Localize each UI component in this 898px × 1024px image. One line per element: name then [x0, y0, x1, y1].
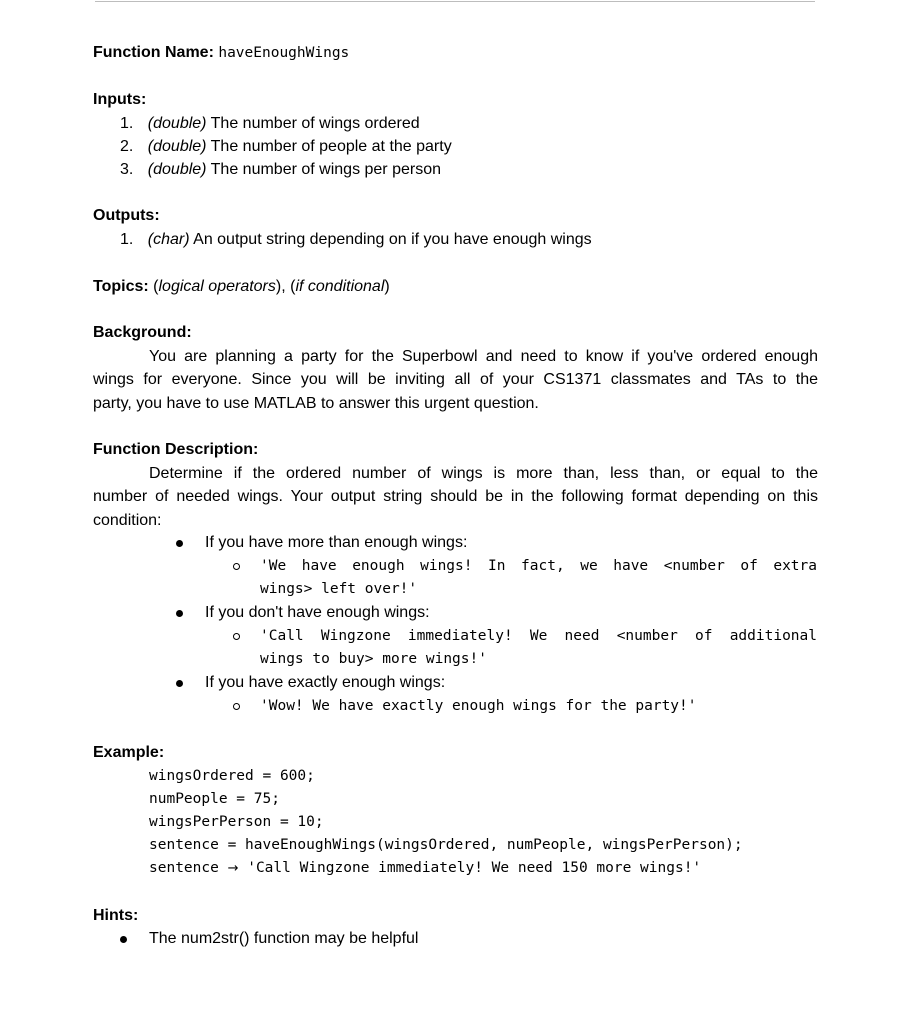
- background-line-2: wings for everyone. Since you will be inviting all of your CS1371 classmates and TAs to the: [93, 371, 818, 389]
- topics-separator: ), (: [275, 278, 296, 295]
- arrow-icon: →: [227, 861, 239, 876]
- input-item-text: The number of wings ordered: [210, 115, 420, 132]
- circle-bullet-icon: [233, 633, 240, 640]
- input-item-text: The number of people at the party: [210, 138, 452, 155]
- input-item-3: [120, 160, 441, 180]
- bullet-icon: [176, 680, 183, 687]
- function-name-label: Function Name:: [93, 44, 214, 61]
- input-item-number: 1.: [120, 115, 134, 132]
- output-item-text: An output string depending on if you have enough wings: [193, 231, 592, 248]
- topic-logical-operators: logical operators: [158, 278, 276, 295]
- output-item-1: [120, 230, 592, 250]
- background-paragraph: [93, 345, 818, 415]
- example-code-line-2: numPeople = 75;: [149, 791, 280, 807]
- description-line-3: condition:: [93, 511, 162, 529]
- input-item-2: [120, 137, 452, 157]
- outputs-title: Outputs:: [93, 207, 160, 224]
- input-item-1: [120, 114, 420, 134]
- bullet-icon: [176, 540, 183, 547]
- example-title: Example:: [93, 744, 165, 761]
- input-item-number: 3.: [120, 161, 134, 178]
- hints-title: Hints:: [93, 907, 139, 924]
- example-code-line-3: wingsPerPerson = 10;: [149, 814, 324, 830]
- condition-1-output-line-1: 'We have enough wings! In fact, we have <number of extra: [260, 558, 817, 574]
- topics-open: (: [153, 278, 159, 295]
- background-title: Background:: [93, 324, 192, 341]
- condition-1-output-line-2: wings> left over!': [260, 581, 418, 597]
- output-item-number: 1.: [120, 231, 134, 248]
- function-name-value: haveEnoughWings: [218, 45, 350, 61]
- input-item-number: 2.: [120, 138, 134, 155]
- input-item-type: (double): [147, 138, 207, 155]
- example-result-line: [149, 858, 701, 879]
- condition-1-label: If you have more than enough wings:: [205, 534, 468, 551]
- function-name-line: [93, 43, 349, 63]
- topic-if-conditional: if conditional: [295, 278, 385, 295]
- condition-3-label: If you have exactly enough wings:: [205, 674, 446, 691]
- example-code-line-4: sentence = haveEnoughWings(wingsOrdered, numPeople, wingsPerPerson);: [149, 837, 743, 853]
- inputs-title: Inputs:: [93, 91, 147, 108]
- condition-2-output-line-1: 'Call Wingzone immediately! We need <number of additional: [260, 628, 817, 644]
- topics-close: ): [384, 278, 390, 295]
- circle-bullet-icon: [233, 703, 240, 710]
- example-result-value: 'Call Wingzone immediately! We need 150 more wings!': [247, 860, 702, 876]
- condition-2-label: If you don't have enough wings:: [205, 604, 430, 621]
- function-description-title: Function Description:: [93, 441, 259, 458]
- example-code-line-1: wingsOrdered = 600;: [149, 768, 315, 784]
- condition-2-output-line-2: wings to buy> more wings!': [260, 651, 487, 667]
- function-description-paragraph: [93, 462, 818, 532]
- input-item-type: (double): [147, 161, 207, 178]
- bullet-icon: [120, 936, 127, 943]
- topics-label: Topics:: [93, 278, 149, 295]
- condition-3-output-line-1: 'Wow! We have exactly enough wings for the party!': [260, 698, 697, 714]
- circle-bullet-icon: [233, 563, 240, 570]
- background-line-3: party, you have to use MATLAB to answer this urgent question.: [93, 394, 539, 412]
- topics-line: [93, 277, 390, 297]
- input-item-text: The number of wings per person: [210, 161, 441, 178]
- description-line-2: number of needed wings. Your output string should be in the following format depending on this: [93, 488, 818, 506]
- output-item-type: (char): [147, 231, 190, 248]
- top-rule: [95, 1, 815, 2]
- example-result-variable: sentence: [149, 860, 219, 876]
- input-item-type: (double): [147, 115, 207, 132]
- bullet-icon: [176, 610, 183, 617]
- background-line-1: You are planning a party for the Superbowl and need to know if you've ordered enough: [149, 348, 818, 365]
- description-line-1: Determine if the ordered number of wings is more than, less than, or equal to the: [149, 465, 818, 482]
- hint-item-1: The num2str() function may be helpful: [149, 930, 419, 947]
